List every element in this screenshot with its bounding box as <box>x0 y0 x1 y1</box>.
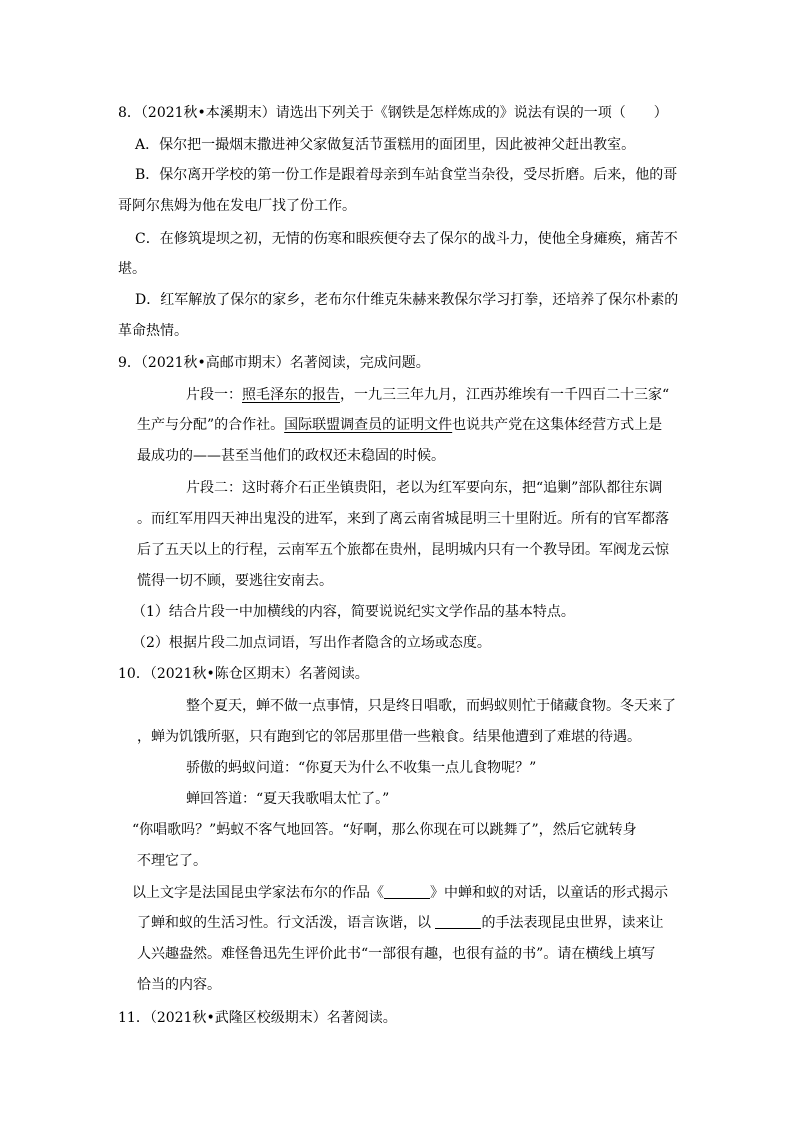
q9-passage2-line2: 。而红军用四天神出鬼没的进军，来到了离云南省城昆明三十里附近。所有的官军都落 <box>137 511 669 527</box>
q8-stem: 8．（2021秋•本溪期末）请选出下列关于《钢铁是怎样炼成的》说法有误的一项（ ） <box>118 105 668 121</box>
q10-text-line1: 整个夏天，蝉不做一点事情，只是终日唱歌，而蚂蚁则忙于储藏食物。冬天来了 <box>186 698 676 714</box>
question-text: 》中蝉和蚁的对话，以童话的形式揭示 <box>430 885 668 901</box>
q10-stem: 10．（2021秋•陈仓区期末）名著阅读。 <box>118 666 369 682</box>
q8-option-c-line1: C．在修筑堤坝之初，无情的伤寒和眼疾便夺去了保尔的战斗力，使他全身瘫痪，痛苦不 <box>135 231 678 247</box>
passage1-text: ，一九三三年九月，江西苏维埃有一千四百二十三家“ <box>340 387 670 403</box>
underlined-phrase-2: 国际联盟调查员的证明文件 <box>284 417 453 433</box>
passage1-text: 生产与分配”的合作社。 <box>137 417 285 433</box>
underlined-phrase-1: 照毛泽东的报告 <box>242 387 340 403</box>
q8-option-d-line2: 革命热情。 <box>118 323 188 339</box>
q10-text-line4: 蝉回答道：“夏天我歌唱太忙了。” <box>186 791 390 807</box>
answer-blank-2[interactable] <box>435 914 481 929</box>
q8-option-a: A．保尔把一撮烟末撒进神父家做复活节蛋糕用的面团里，因此被神父赶出教室。 <box>135 137 636 153</box>
q10-question-line1 <box>132 883 668 903</box>
q9-passage1-line3: 最成功的——甚至当他们的政权还未稳固的时候。 <box>137 448 445 464</box>
q9-passage1-line1 <box>186 385 669 405</box>
q10-question-line2 <box>137 913 663 933</box>
q8-option-b-line2: 哥阿尔焦姆为他在发电厂找了份工作。 <box>118 198 356 214</box>
question-text: 的手法表现昆虫世界，读来让 <box>481 915 664 931</box>
q10-text-line2: ，蝉为饥饿所驱，只有跑到它的邻居那里借一些粮食。结果他遭到了难堪的待遇。 <box>137 729 641 745</box>
q9-passage1-line2 <box>137 415 662 435</box>
question-text: 了蝉和蚁的生活习性。行文活泼，语言诙谐，以 <box>137 915 436 931</box>
q10-question-line3: 人兴趣盎然。难怪鲁迅先生评价此书“一部很有趣，也很有益的书”。请在横线上填写 <box>137 946 656 962</box>
passage1-label: 片段一： <box>186 387 242 403</box>
q9-passage2-line3: 后了五天以上的行程，云南军五个旅都在贵州，昆明城内只有一个教导团。军阀龙云惊 <box>137 542 669 558</box>
q9-stem: 9．（2021秋•高邮市期末）名著阅读，完成问题。 <box>118 355 430 371</box>
q11-stem: 11．（2021秋•武隆区校级期末）名著阅读。 <box>118 1010 397 1026</box>
q8-option-b-line1: B．保尔离开学校的第一份工作是跟着母亲到车站食堂当杂役，受尽折磨。后来，他的哥 <box>135 167 678 183</box>
q10-text-line5: “你唱歌吗？”蚂蚁不客气地回答。“好啊，那么你现在可以跳舞了”，然后它就转身 <box>132 822 637 838</box>
q10-text-line6: 不理它了。 <box>137 853 207 869</box>
q9-subquestion-1: （1）结合片段一中加横线的内容，简要说说纪实文学作品的基本特点。 <box>132 604 575 620</box>
q8-option-c-line2: 堪。 <box>118 261 146 277</box>
q8-option-d-line1: D．红军解放了保尔的家乡，老布尔什维克朱赫来教保尔学习打拳，还培养了保尔朴素的 <box>135 292 679 308</box>
answer-blank-1[interactable] <box>384 884 430 899</box>
q9-subquestion-2: （2）根据片段二加点词语，写出作者隐含的立场或态度。 <box>132 635 491 651</box>
question-text: 以上文字是法国昆虫学家法布尔的作品《 <box>132 885 384 901</box>
q9-passage2-line4: 慌得一切不顾，要逃往安南去。 <box>137 573 333 589</box>
q10-question-line4: 恰当的内容。 <box>137 977 221 993</box>
passage1-text: 也说共产党在这集体经营方式上是 <box>452 417 663 433</box>
q9-passage2-line1: 片段二：这时蒋介石正坐镇贵阳，老以为红军要向东，把“追剿”部队都往东调 <box>186 480 663 496</box>
q10-text-line3: 骄傲的蚂蚁问道：“你夏天为什么不收集一点儿食物呢？” <box>186 760 537 776</box>
